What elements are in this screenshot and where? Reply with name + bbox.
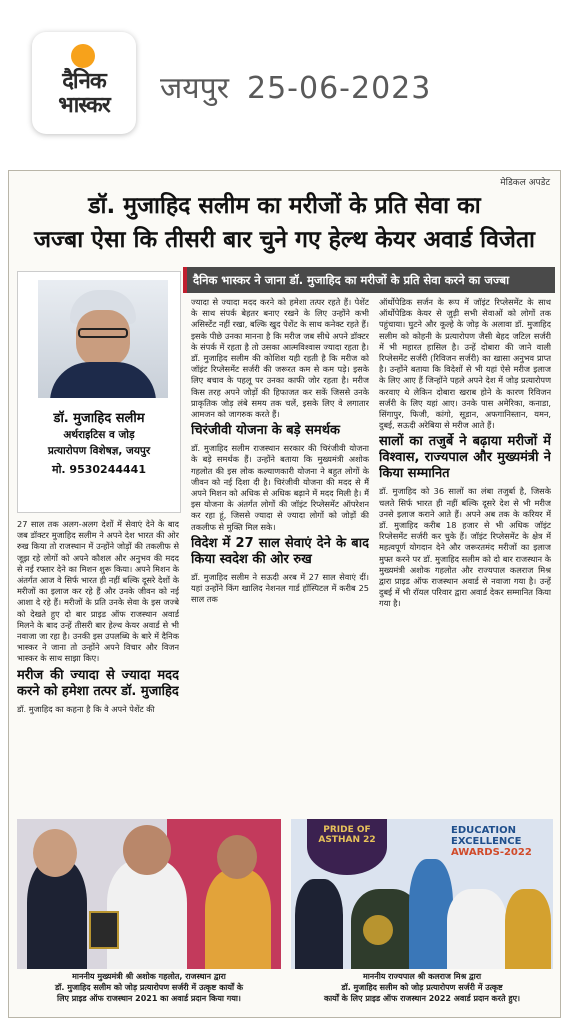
- caption-left-line2: डॉ. मुजाहिद सलीम को जोड़ प्रत्यारोपण सर्जरी में उत्कृष्ट कार्यों के: [55, 983, 243, 992]
- board-right-line1: EDUCATION: [451, 825, 516, 836]
- col1-subhead: मरीज की ज्यादा से ज्यादा मदद करने को हमेशा तत्पर डॉ. मुजाहिद: [17, 667, 179, 699]
- edition-date: 25-06-2023: [246, 71, 432, 106]
- caption-right-line3: कार्यों के लिए प्राइड ऑफ राजस्थान 2022 अवार्ड प्रदान करते हुए।: [323, 994, 521, 1003]
- edition-header: [160, 66, 431, 107]
- person-figure: [107, 859, 187, 969]
- profile-card: [17, 271, 181, 513]
- caption-right: [291, 971, 553, 1004]
- award-medal: [363, 915, 393, 945]
- col1-para1: 27 साल तक अलग-अलग देशों में सेवाएं देने के बाद जब डॉक्टर मुजाहिद सलीम ने अपने देश भारत की ओर रुख किया तो राजस्थान में उन्होंने जोड़ों की तकलीफ से जूझ रहे लोगों को अपने कौशल और अनुभव की मदद से नई रफ्तार देने का मिशन शुरू किया। अपने मिशन के अंतर्गत आज वे सिर्फ भारत ही नहीं बल्कि दूसरे देशों के मरीजों का इलाज कर रहे हैं और उनके जीवन को नई आशा दे रहे हैं। मरीजों के प्रति उनके सेवा के इस जज्बे को देखते हुए दो बार प्राइड ऑफ राजस्थान अवार्ड मिलने के बाद उन्हें तीसरी बार हेल्थ केयर अवार्ड से भी नवाजा जा रहा है। उनकी इस उपलब्धि के बारे में दैनिक भास्कर ने जाना तो उन्होंने अपने विचार और विजन भास्कर के साथ साझा किए।: [17, 519, 179, 664]
- board-right-line2: EXCELLENCE: [451, 836, 522, 847]
- caption-right-line2: डॉ. मुजाहिद सलीम को जोड़ प्रत्यारोपण सर्जरी में उत्कृष्ट: [341, 983, 503, 992]
- profile-mobile: मो. 9530244441: [52, 463, 146, 476]
- col2-para2: डॉ. मुजाहिद सलीम राजस्थान सरकार की चिरंजीवी योजना के बड़े समर्थक हैं। उन्होंने बताया कि मुख्यमंत्री अशोक गहलोत की इस लोक कल्याणकारी योजना ने बहुत लोगों के जीवन को नई दिशा दी है। चिरंजीवी योजना की मदद से मैं अपने मिशन को अधिक से अधिक बढ़ाने में मदद मिली है। मैं इस योजना के अंतर्गत लोगों की जॉइंट रिप्लेसमेंट ऑपरेशन कर रहा हूं, जिससे ज्यादा से ज्यादा लोगों को जोड़ों की तकलीफ से मुक्ति मिल सके।: [191, 443, 369, 532]
- caption-right-line1: माननीय राज्यपाल श्री कलराज मिश्र द्वारा: [362, 972, 482, 981]
- col2-subhead1: चिरंजीवी योजना के बड़े समर्थक: [191, 423, 341, 439]
- col1-para2: डॉ. मुजाहिद का कहना है कि वे अपने पेशेंट की: [17, 703, 155, 714]
- col3-para2: डॉ. मुजाहिद को 36 सालों का लंबा तजुर्बा है, जिसके चलते सिर्फ भारत ही नहीं बल्कि दूसरे देश से भी मरीज उनसे इलाज कराने आते हैं। अपने अब तक के करियर में डॉ. मुजाहिद करीब 18 हजार से भी अधिक जॉइंट रिप्लेसमेंट सर्जरी कर चुके हैं। जॉइंट रिप्लेसमेंट के क्षेत्र में महत्वपूर्ण योगदान देने और जरूरतमंद मरीजों का इलाज मुफ्त करने पर डॉ. मुजाहिद सलीम को दो बार राजस्थान के मुख्यमंत्री अशोक गहलोत और राज्यपाल कलराज मिश्र द्वारा प्राइड ऑफ राजस्थान अवार्ड से नवाजा गया है। उन्हें दुबई में भी रॉयल परिवार द्वारा अवार्ड देकर सम्मानित किया गया है।: [379, 486, 551, 609]
- doctor-portrait: [38, 280, 168, 398]
- newspaper-clipping: [8, 170, 561, 1018]
- board-left-line2: ASTHAN 22: [318, 835, 376, 845]
- edition-city: जयपुर: [160, 71, 229, 106]
- logo-line2: भास्कर: [58, 93, 110, 118]
- education-excellence-board: [451, 825, 551, 858]
- sun-icon: [71, 44, 95, 68]
- banner-strip: दैनिक भास्कर ने जाना डॉ. मुजाहिद का मरीजों के प्रति सेवा करने का जज्बा: [183, 267, 555, 293]
- article-column-2: [191, 297, 369, 809]
- profile-name: डॉ. मुजाहिद सलीम: [53, 411, 145, 426]
- article-column-1: [17, 519, 179, 809]
- person-figure: [505, 889, 551, 969]
- person-figure: [295, 879, 343, 969]
- person-figure: [447, 889, 507, 969]
- col2-para1: ज्यादा से ज्यादा मदद करने को हमेशा तत्पर रहते हैं। पेशेंट के साथ संपर्क बेहतर बनाए रखने के लिए उन्होंने कभी असिस्टेंट नहीं रखा, बल्कि खुद पेशेंट के साथ कनेक्ट रहते हैं। इसके पीछे उनका मानना है कि मरीज जब सीधे अपने डॉक्टर के संपर्क में रहता है तो उसका आत्मविश्वास ज्यादा रहता है। डॉ. मुजाहिद सलीम की कोशिश यही रहती है कि मरीज को जॉइंट रिप्लेसमेंट सर्जरी की जरूरत कम से कम पड़े। इसके लिए बचाव के पहलू पर उनका काफी जोर रहता है। मरीज किस तरह अपने जोड़ों की हिफाजत कर सकें जिससे उनके प्राकृतिक जोड़ लंबे समय तक चलें, इसके लिए वे लगातार आमजन को जागरुक करते हैं।: [191, 297, 369, 420]
- caption-left-line3: लिए प्राइड ऑफ राजस्थान 2021 का अवार्ड प्रदान किया गया।: [57, 994, 241, 1003]
- caption-left: [17, 971, 281, 1004]
- headline-line1: डॉ. मुजाहिद सलीम का मरीजों के प्रति सेवा का: [88, 193, 481, 219]
- caption-left-line1: माननीय मुख्यमंत्री श्री अशोक गहलोत, राजस्थान द्वारा: [72, 972, 226, 981]
- article-column-3: [379, 297, 551, 809]
- profile-title2: प्रत्यारोपण विशेषज्ञ, जयपुर: [47, 445, 151, 457]
- col3-para1: ऑर्थोपेडिक सर्जन के रूप में जॉइंट रिप्लेसमेंट के साथ ऑर्थोपेडिक केयर से जुड़ी सभी सेवाओं को लोगों तक पहुंचाया। घुटने और कूल्हे के जोड़ के अलावा डॉ. मुजाहिद सलीम को कोहनी के प्रत्यारोपण जैसी बेहद जटिल सर्जरी में भी महारत हासिल है। उन्हें दोबारा की जाने वाली रिप्लेसमेंट सर्जरी (रिविजन सर्जरी) का खासा अनुभव प्राप्त है। उन्होंने बताया कि विदेशों से भी यहां ऐसे मरीज इलाज के लिए आए हैं जिन्होंने पहले अपने देश में जोड़ प्रत्यारोपण करवाए थे लेकिन दोबारा खराब होने के कारण रिविजन सर्जरी के लिए यहां आए। उनके पास अमेरिका, कनाडा, सिंगापुर, फिजी, कांगो, सूडान, अफगानिस्तान, यमन, दुबई, सऊदी अरेबिया से मरीज आते हैं।: [379, 297, 551, 431]
- logo-line1: दैनिक: [62, 69, 106, 94]
- section-tag: मेडिकल अपडेट: [500, 178, 550, 188]
- person-figure: [205, 869, 271, 969]
- headline-line2: जज्बा ऐसा कि तीसरी बार चुने गए हेल्थ केयर अवार्ड विजेता: [33, 227, 536, 253]
- board-right-line3: AWARDS-2022: [451, 847, 532, 858]
- headline: [9, 189, 560, 257]
- award-trophy: [89, 911, 119, 949]
- col2-subhead2: विदेश में 27 साल सेवाएं देने के बाद किया स्वदेश की ओर रुख: [191, 535, 369, 567]
- board-left-line1: PRIDE OF: [323, 825, 371, 835]
- col2-para3: डॉ. मुजाहिद सलीम ने सऊदी अरब में 27 साल सेवाएं दीं। यहां उन्होंने किंग खालिद नेशनल गार्ड हॉस्पिटल में करीब 25 साल तक: [191, 571, 369, 605]
- award-photo-right: [291, 819, 553, 969]
- dainik-bhaskar-logo: [32, 32, 136, 134]
- profile-title1: अर्थराइटिस व जोड़: [63, 429, 135, 441]
- award-photo-left: [17, 819, 281, 969]
- col3-subhead: सालों का तजुर्बे ने बढ़ाया मरीजों में विश्वास, राज्यपाल और मुख्यमंत्री ने किया सम्मानित: [379, 434, 551, 482]
